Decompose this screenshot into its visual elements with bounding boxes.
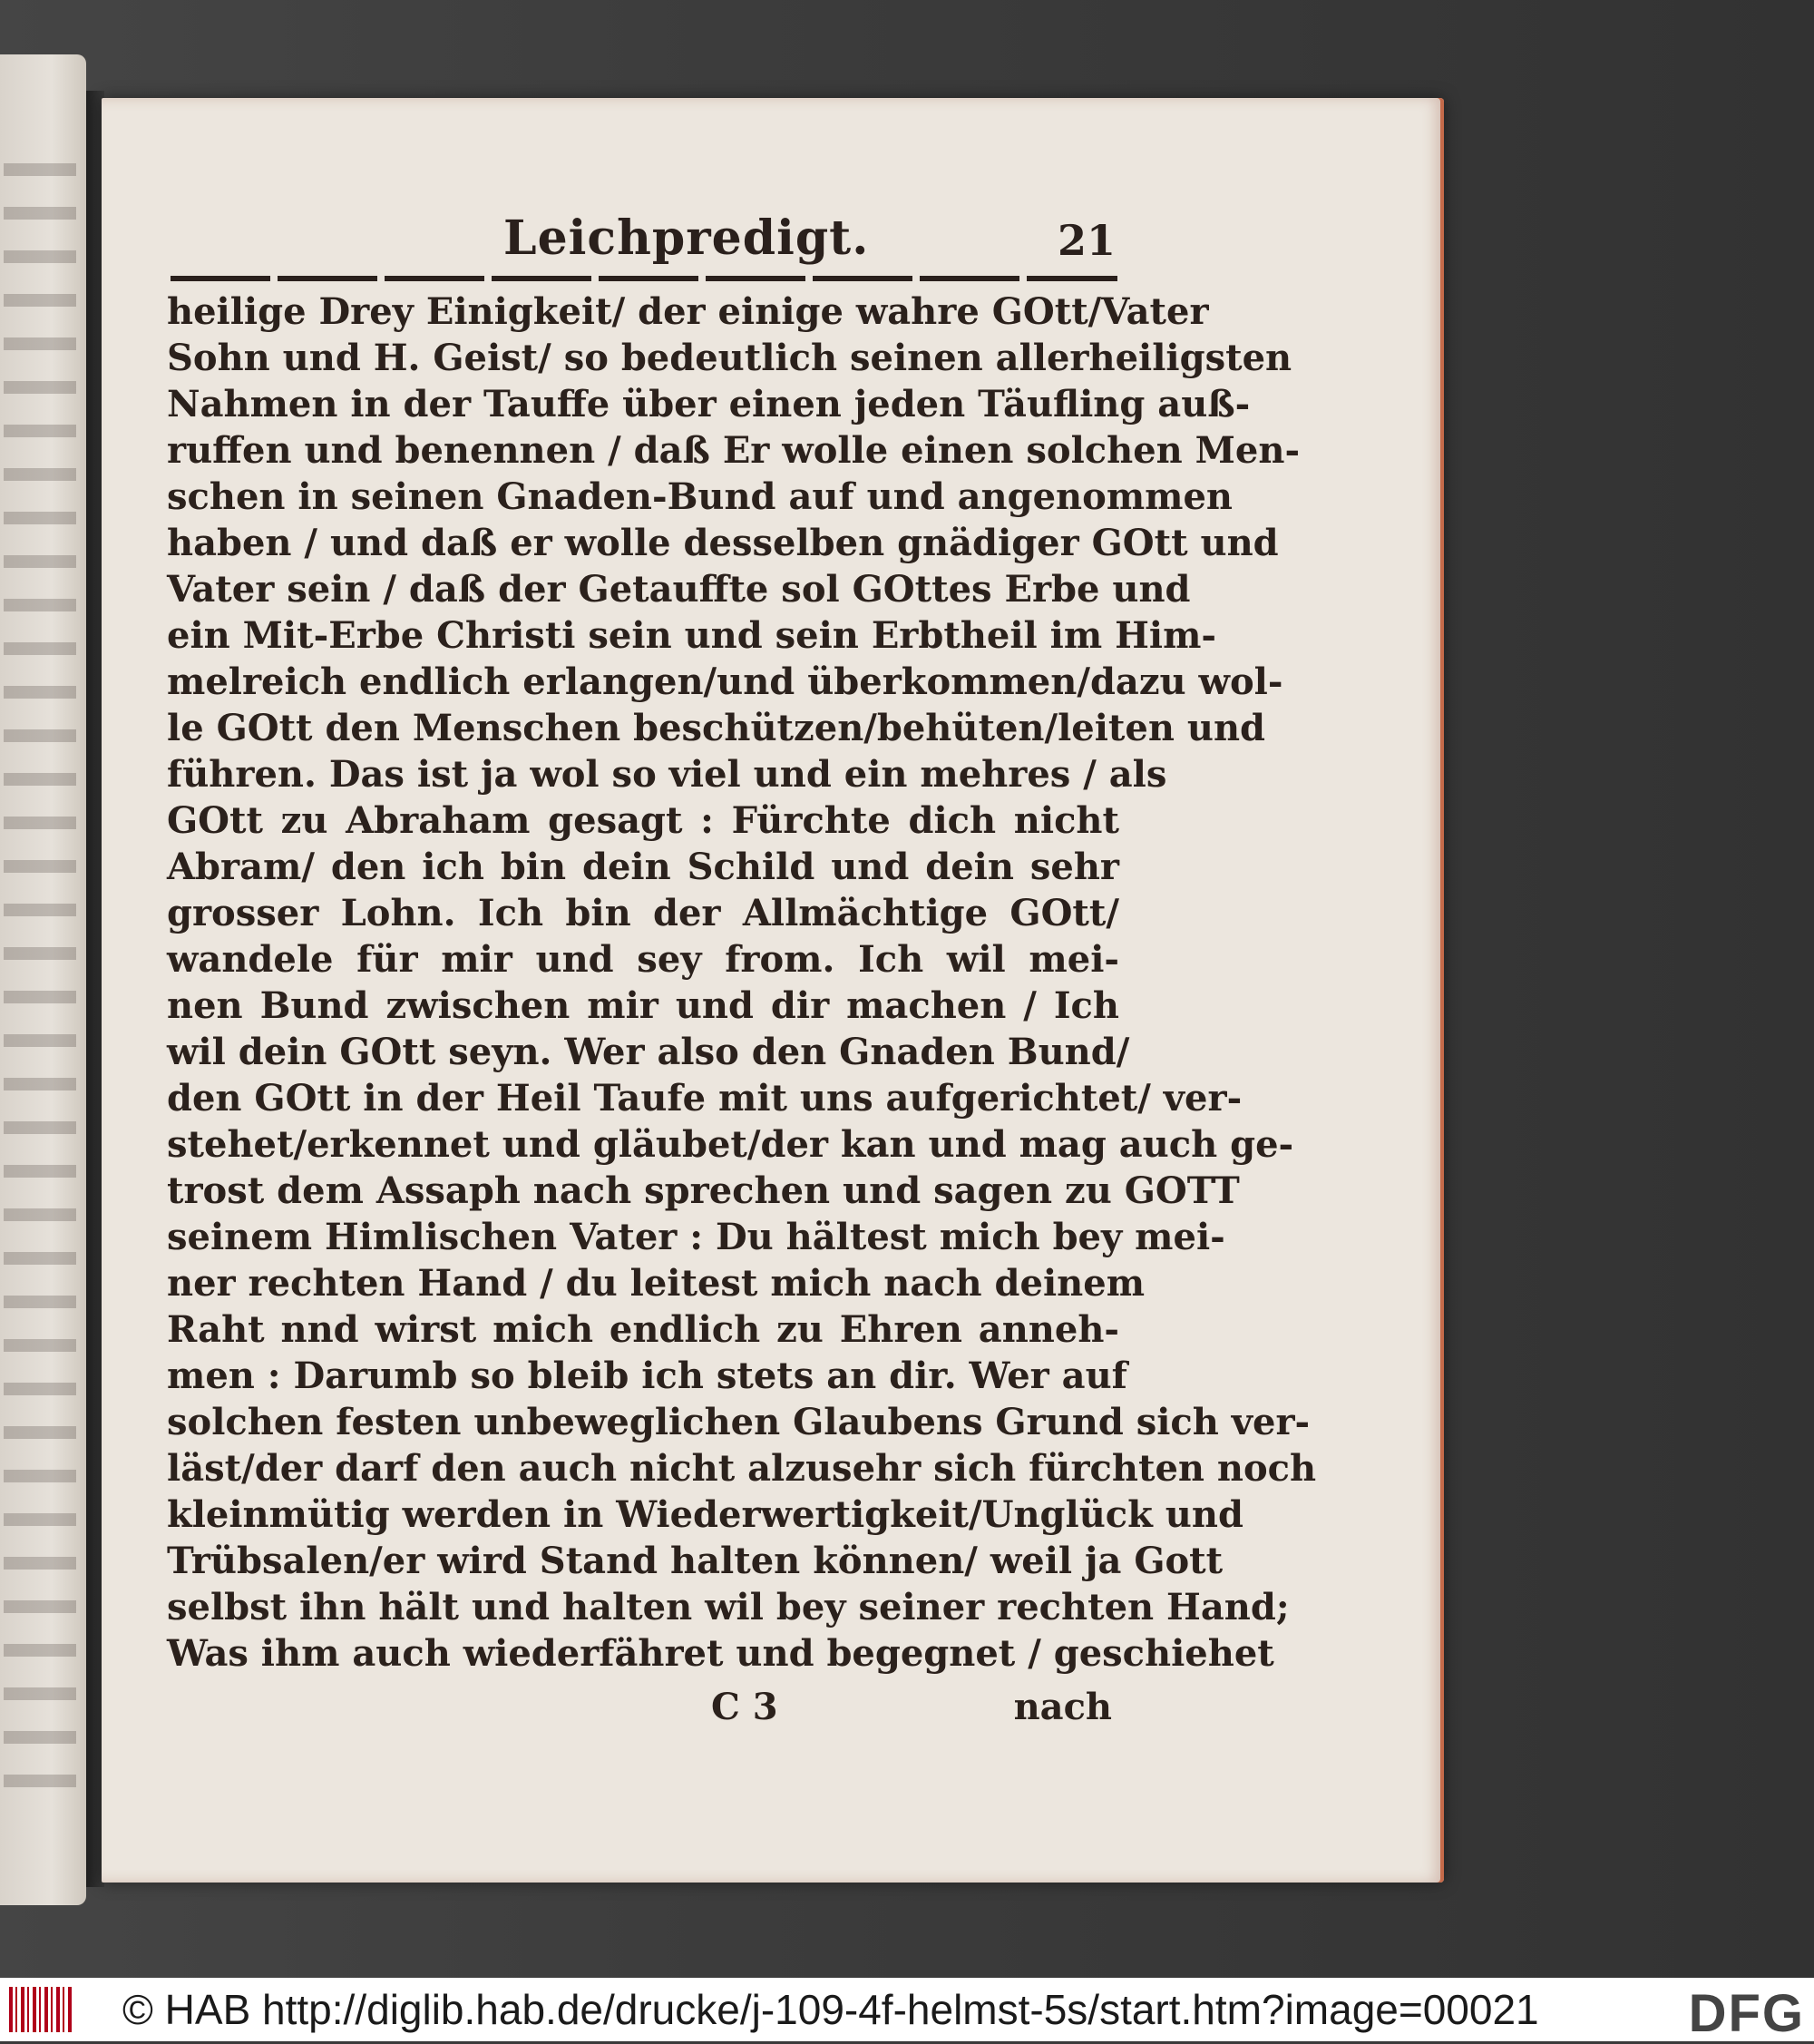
copyright-url[interactable]: © HAB http://diglib.hab.de/drucke/j-109-4f-helmst-5s/start.htm?image=00021	[122, 1986, 1539, 2033]
text-line: selbst ihn hält und halten wil bey seiner rechten Hand;	[167, 1586, 1290, 1628]
text-line: Raht nnd wirst mich endlich zu Ehren anneh-	[167, 1308, 1119, 1351]
text-line: Vater sein / daß der Getauffte sol GOttes Erbe und	[167, 568, 1191, 611]
text-line: Trübsalen/er wird Stand halten können/ weil ja Gott	[167, 1540, 1224, 1582]
facing-page-text-bleed	[4, 163, 76, 1796]
footer-bar	[0, 1978, 1814, 2041]
text-line: solchen festen unbeweglichen Glaubens Grund sich ver-	[167, 1401, 1311, 1443]
text-line: wil dein GOtt seyn. Wer also den Gnaden Bund/	[167, 1031, 1130, 1073]
text-line: Nahmen in der Tauffe über einen jeden Täufling auß-	[167, 383, 1251, 425]
text-line: Abram/ den ich bin dein Schild und dein sehr	[167, 846, 1119, 888]
text-line: men : Darumb so bleib ich stets an dir. Wer auf	[167, 1355, 1127, 1397]
text-line: ruffen und benennen / daß Er wolle einen solchen Men-	[167, 429, 1301, 472]
running-head: Leichpredigt.	[503, 210, 870, 266]
page-foot	[167, 1686, 1119, 1731]
text-line: haben / und daß er wolle desselben gnädiger GOtt und	[167, 522, 1279, 564]
page-header	[172, 210, 1116, 274]
text-line: schen in seinen Gnaden-Bund auf und angenommen	[167, 475, 1233, 518]
page-body-text	[167, 289, 1317, 1677]
text-line: grosser Lohn. Ich bin der Allmächtige GOtt/	[167, 892, 1119, 934]
dfg-logo: DFG	[1688, 1984, 1805, 2043]
text-line: kleinmütig werden in Wiederwertigkeit/Unglück und	[167, 1493, 1243, 1536]
page-number: 21	[1057, 216, 1116, 265]
barcode-icon	[9, 1987, 74, 2032]
header-rule	[171, 276, 1117, 281]
text-line: wandele für mir und sey from. Ich wil mei-	[167, 938, 1119, 981]
catchword: nach	[1013, 1686, 1112, 1728]
text-line: trost dem Assaph nach sprechen und sagen zu GOTT	[167, 1169, 1240, 1212]
text-line: nen Bund zwischen mir und dir machen / Ich	[167, 984, 1119, 1027]
text-line: läst/der darf den auch nicht alzusehr sich fürchten noch	[167, 1447, 1317, 1490]
text-line: heilige Drey Einigkeit/ der einige wahre GOtt/Vater	[167, 290, 1209, 333]
text-line: führen. Das ist ja wol so viel und ein mehres / als	[167, 753, 1167, 796]
text-line: Sohn und H. Geist/ so bedeutlich seinen allerheiligsten	[167, 337, 1292, 379]
text-line: le GOtt den Menschen beschützen/behüten/leiten und	[167, 707, 1265, 749]
text-line: ner rechten Hand / du leitest mich nach deinem	[167, 1262, 1146, 1305]
text-line: den GOtt in der Heil Taufe mit uns aufgerichtet/ ver-	[167, 1077, 1243, 1120]
text-line: GOtt zu Abraham gesagt : Fürchte dich nicht	[167, 799, 1119, 842]
text-line: melreich endlich erlangen/und überkommen/dazu wol-	[167, 660, 1283, 703]
text-line: seinem Himlischen Vater : Du hältest mich bey mei-	[167, 1216, 1225, 1258]
text-line: Was ihm auch wiederfähret und begegnet / geschiehet	[167, 1632, 1274, 1675]
text-line: stehet/erkennet und gläubet/der kan und mag auch ge-	[167, 1123, 1294, 1166]
signature-mark: C 3	[711, 1686, 778, 1728]
text-line: ein Mit-Erbe Christi sein und sein Erbtheil im Him-	[167, 614, 1217, 657]
facing-page-edge	[0, 54, 86, 1905]
